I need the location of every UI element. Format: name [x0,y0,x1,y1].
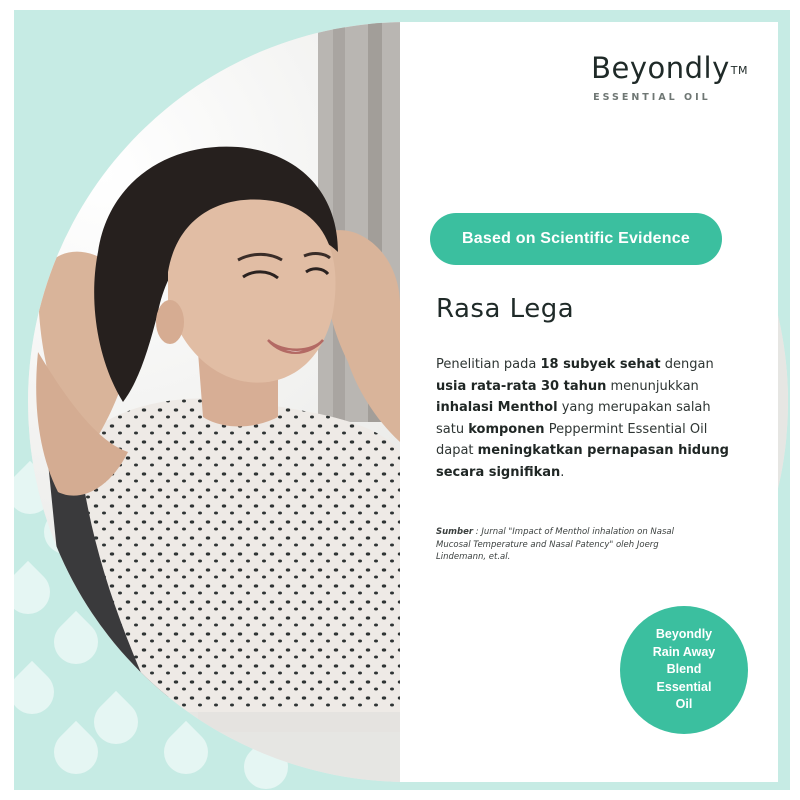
page-title: Rasa Lega [436,294,575,324]
body-highlight: usia rata-rata 30 tahun [436,378,607,394]
body-text-segment: menunjukkan [606,378,699,394]
body-highlight: meningkatkan pernapasan hidung secara signifikan [436,443,729,480]
body-text-segment: yang merupakan salah satu [436,400,711,437]
body-highlight: 18 subyek sehat [540,357,661,372]
brand-name: Beyondly [591,51,730,85]
body-text-segment: Peppermint Essential Oil dapat [436,421,708,458]
badge-line: Essential [656,679,712,694]
brand-logo [591,50,748,103]
trademark-mark: TM [730,64,748,77]
source-citation [436,526,706,564]
body-text-segment: dengan [660,357,714,372]
research-description [436,354,736,483]
brand-subtitle: ESSENTIAL OIL [593,92,711,103]
body-highlight: inhalasi Menthol [436,400,558,415]
badge-line: Blend [666,662,702,677]
source-text: : Jurnal "Impact of Menthol inhalation on Nasal Mucosal Temperature and Nasal Patency" oleh Joerg Lindemann, et.al. [436,527,674,562]
badge-line: Rain Away [652,644,716,659]
body-text-segment: Penelitian pada [436,357,541,372]
badge-line: Oil [675,697,693,712]
source-label: Sumber [436,527,474,537]
body-text-segment: . [560,464,565,480]
product-badge [620,606,748,734]
body-highlight: komponen [468,421,545,437]
badge-line: Beyondly [655,627,713,642]
scientific-evidence-label: Based on Scientific Evidence [430,213,722,265]
